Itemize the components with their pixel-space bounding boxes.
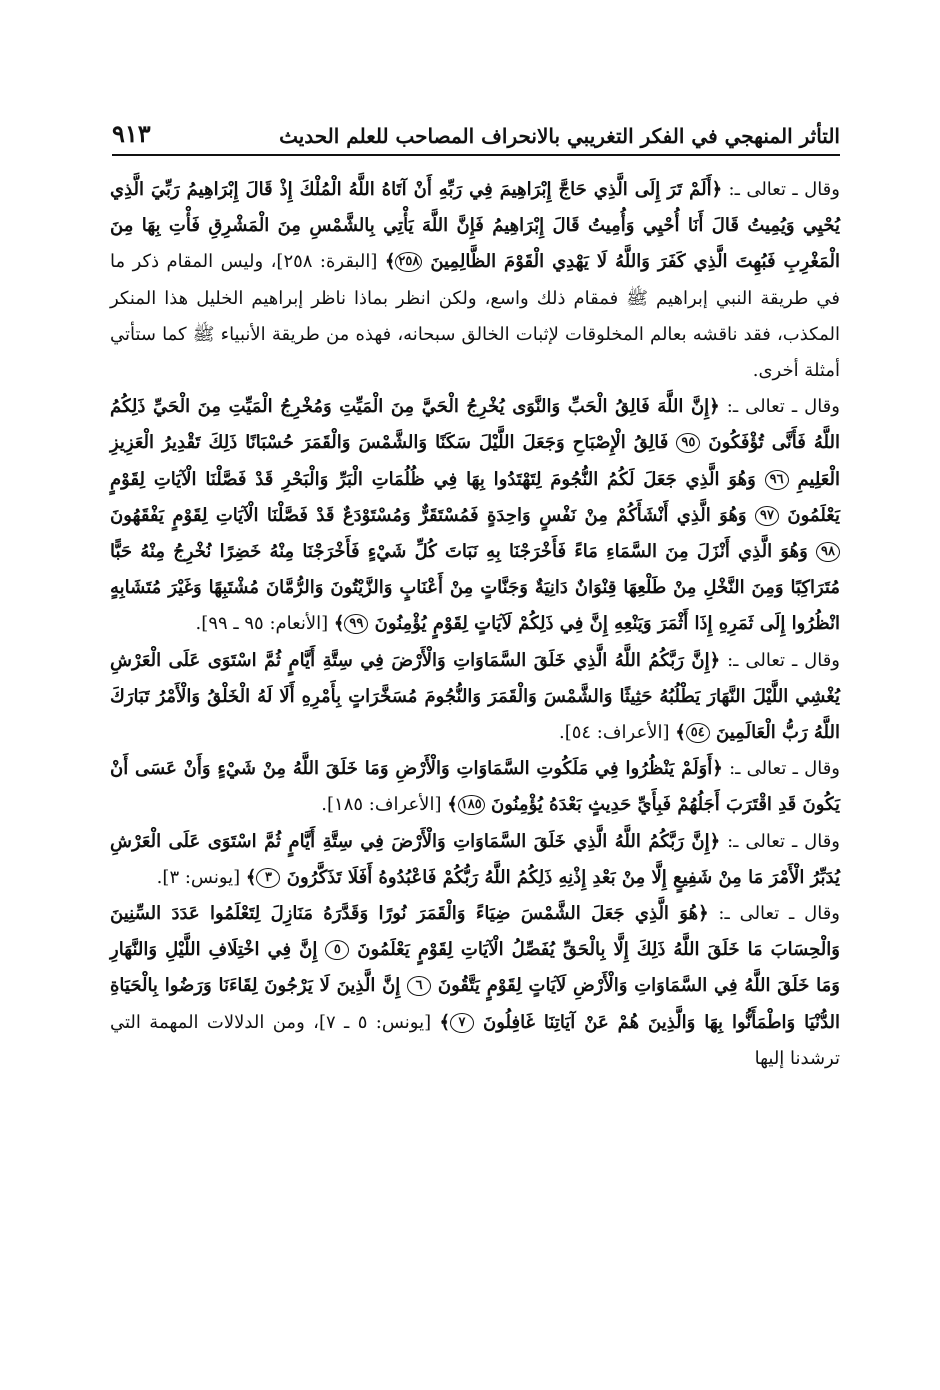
surah-reference: [الأعراف: ٥٤] xyxy=(564,722,676,744)
verse-text: ﴿إِنَّ رَبَّكُمُ اللَّهُ الَّذِي خَلَقَ السَّمَاوَاتِ وَالْأَرْضَ فِي سِتَّةِ أَيَّامٍ ثُمَّ اسْتَوَى عَلَى الْعَرْشِ يُغْشِي اللَّيْلَ النَّهَارَ يَطْلُبُهُ حَثِيثًا وَالشَّمْسَ وَالْقَمَرَ وَالنُّجُومَ مُسَخَّرَاتٍ بِأَمْرِهِ أَلَا لَهُ الْخَلْقُ وَالْأَمْرُ تَبَارَكَ اللَّهُ رَبُّ الْعَالَمِينَ xyxy=(110,649,840,744)
verse-number-marker: ٥٤ xyxy=(686,723,710,743)
commentary-text: . xyxy=(156,866,163,888)
intro-text: وقال ـ تعالى ـ: xyxy=(708,903,840,925)
quote-close: ﴾ xyxy=(384,251,396,273)
body-text xyxy=(110,172,840,1077)
verse-text: ﴿أَوَلَمْ يَنْظُرُوا فِي مَلَكُوتِ السَّمَاوَاتِ وَالْأَرْضِ وَمَا خَلَقَ اللَّهُ مِنْ شَيْءٍ وَأَنْ عَسَى أَنْ يَكُونَ قَدِ اقْتَرَبَ أَجَلُهُمْ فَبِأَيِّ حَدِيثٍ بَعْدَهُ يُؤْمِنُونَ xyxy=(110,758,840,816)
commentary-text: . xyxy=(195,613,202,635)
running-title: التأثر المنهجي في الفكر التغريبي بالانحراف المصاحب للعلم الحديث xyxy=(279,124,840,148)
verse-number-marker: ٥ xyxy=(325,940,349,960)
page-number: ٩١٣ xyxy=(112,119,151,148)
paragraph xyxy=(110,389,840,642)
quote-close: ﴾ xyxy=(447,794,458,816)
paragraph xyxy=(110,751,840,823)
quote-close: ﴾ xyxy=(245,866,257,888)
verse-text: ﴿إِنَّ اللَّهَ فَالِقُ الْحَبِّ وَالنَّوَى يُخْرِجُ الْحَيَّ مِنَ الْمَيِّتِ وَمُخْرِجُ الْمَيِّتِ مِنَ الْحَيِّ ذَلِكُمُ اللَّهُ فَأَنَّى تُؤْفَكُونَ xyxy=(110,396,840,454)
verse-text: ﴿إِنَّ رَبَّكُمُ اللَّهُ الَّذِي خَلَقَ السَّمَاوَاتِ وَالْأَرْضَ فِي سِتَّةِ أَيَّامٍ ثُمَّ اسْتَوَى عَلَى الْعَرْشِ يُدَبِّرُ الْأَمْرَ مَا مِنْ شَفِيعٍ إِلَّا مِنْ بَعْدِ إِذْنِهِ ذَلِكُمُ اللَّهُ رَبُّكُمْ فَاعْبُدُوهُ أَفَلَا تَذَكَّرُونَ xyxy=(110,830,840,888)
surah-reference: [الأنعام: ٩٥ ـ ٩٩] xyxy=(201,613,334,635)
intro-text: وقال ـ تعالى ـ: xyxy=(719,396,840,418)
verse-text: فَالِقُ الْإِصْبَاحِ وَجَعَلَ اللَّيْلَ سَكَنًا وَالشَّمْسَ وَالْقَمَرَ حُسْبَانًا ذَلِكَ تَقْدِيرُ الْعَزِيزِ الْعَلِيمِ xyxy=(110,432,840,490)
verse-number-marker: ٩٦ xyxy=(765,470,789,490)
verse-number-marker: ٩٩ xyxy=(344,614,368,634)
surah-reference: [يونس: ٥ ـ ٧] xyxy=(318,1011,440,1033)
paragraph xyxy=(110,172,840,389)
verse-number-marker: ٩٥ xyxy=(676,433,700,453)
surah-reference: [الأعراف: ١٨٥] xyxy=(327,794,448,816)
verse-text: وَهُوَ الَّذِي أَنْزَلَ مِنَ السَّمَاءِ مَاءً فَأَخْرَجْنَا بِهِ نَبَاتَ كُلِّ شَيْءٍ فَأَخْرَجْنَا مِنْهُ خَضِرًا نُخْرِجُ مِنْهُ حَبًّا مُتَرَاكِبًا وَمِنَ النَّخْلِ مِنْ طَلْعِهَا قِنْوَانٌ دَانِيَةٌ وَجَنَّاتٍ مِنْ أَعْنَابٍ وَالزَّيْتُونَ وَالرُّمَّانَ مُشْتَبِهًا وَغَيْرَ مُتَشَابِهٍ انْظُرُوا إِلَى ثَمَرِهِ إِذَا أَثْمَرَ وَيَنْعِهِ إِنَّ فِي ذَلِكُمْ لَآيَاتٍ لِقَوْمٍ يُؤْمِنُونَ xyxy=(110,541,840,635)
intro-text: وقال ـ تعالى ـ: xyxy=(722,179,840,200)
surah-reference: [يونس: ٣] xyxy=(162,866,246,888)
intro-text: وقال ـ تعالى ـ: xyxy=(720,649,840,671)
commentary-text: ، وليس المقام ذكر ما في طريقة النبي إبراهيم ﷺ فمقام ذلك واسع، ولكن انظر بماذا ناظر إبراهيم الخليل هذا المنكر المكذب، فقد ناقشه بعالم المخلوقات لإثبات الخالق سبحانه، فهذه من طريقة الأنبياء ﷺ كما ستأتي أمثلة أخرى. xyxy=(110,251,840,382)
commentary-text: . xyxy=(558,722,565,744)
quote-close: ﴾ xyxy=(675,722,686,744)
intro-text: وقال ـ تعالى ـ: xyxy=(720,830,840,852)
verse-text: وَهُوَ الَّذِي أَنْشَأَكُمْ مِنْ نَفْسٍ وَاحِدَةٍ فَمُسْتَقَرٌّ وَمُسْتَوْدَعٌ قَدْ فَصَّلْنَا الْآيَاتِ لِقَوْمٍ يَفْقَهُونَ xyxy=(110,504,747,526)
verse-number-marker: ٩٧ xyxy=(755,506,779,526)
quran-quote xyxy=(110,396,840,634)
verse-number-marker: ٣ xyxy=(256,868,280,888)
verse-text: إِنَّ فِي اخْتِلَافِ اللَّيْلِ وَالنَّهَارِ وَمَا خَلَقَ اللَّهُ فِي السَّمَاوَاتِ وَالْأَرْضِ لَآيَاتٍ لِقَوْمٍ يَتَّقُونَ xyxy=(110,939,840,997)
running-header xyxy=(112,112,840,148)
quote-close: ﴾ xyxy=(333,613,345,635)
commentary-text: ، ومن الدلالات المهمة التي ترشدنا إليها xyxy=(110,1011,840,1069)
verse-text: ﴿أَلَمْ تَرَ إِلَى الَّذِي حَاجَّ إِبْرَاهِيمَ فِي رَبِّهِ أَنْ آتَاهُ اللَّهُ الْمُلْكَ إِذْ قَالَ إِبْرَاهِيمُ رَبِّيَ الَّذِي يُحْيِي وَيُمِيتُ قَالَ أَنَا أُحْيِي وَأُمِيتُ قَالَ إِبْرَاهِيمُ فَإِنَّ اللَّهَ يَأْتِي بِالشَّمْسِ مِنَ الْمَشْرِقِ فَأْتِ بِهَا مِنَ الْمَغْرِبِ فَبُهِتَ الَّذِي كَفَرَ وَاللَّهُ لَا يَهْدِي الْقَوْمَ الظَّالِمِينَ xyxy=(110,179,840,273)
commentary-text: . xyxy=(321,794,328,816)
surah-reference: [البقرة: ٢٥٨] xyxy=(276,251,385,273)
verse-number-marker: ٧ xyxy=(450,1013,474,1033)
verse-number-marker: ٦ xyxy=(407,976,431,996)
verse-text: إِنَّ الَّذِينَ لَا يَرْجُونَ لِقَاءَنَا وَرَضُوا بِالْحَيَاةِ الدُّنْيَا وَاطْمَأَنُّوا بِهَا وَالَّذِينَ هُمْ عَنْ آيَاتِنَا غَافِلُونَ xyxy=(110,975,840,1033)
verse-text: ﴿هُوَ الَّذِي جَعَلَ الشَّمْسَ ضِيَاءً وَالْقَمَرَ نُورًا وَقَدَّرَهُ مَنَازِلَ لِتَعْلَمُوا عَدَدَ السِّنِينَ وَالْحِسَابَ مَا خَلَقَ اللَّهُ ذَلِكَ إِلَّا بِالْحَقِّ يُفَصِّلُ الْآيَاتِ لِقَوْمٍ يَعْلَمُونَ xyxy=(110,903,840,961)
verse-number-marker: ١٨٥ xyxy=(458,795,485,815)
paragraph xyxy=(110,824,840,896)
header-divider xyxy=(112,154,840,156)
paragraph xyxy=(110,643,840,752)
verse-number-marker: ٢٥٨ xyxy=(395,252,422,272)
verse-text: وَهُوَ الَّذِي جَعَلَ لَكُمُ النُّجُومَ لِتَهْتَدُوا بِهَا فِي ظُلُمَاتِ الْبَرِّ وَالْبَحْرِ قَدْ فَصَّلْنَا الْآيَاتِ لِقَوْمٍ يَعْلَمُونَ xyxy=(110,468,840,526)
verse-number-marker: ٩٨ xyxy=(816,542,840,562)
intro-text: وقال ـ تعالى ـ: xyxy=(722,758,840,780)
quote-close: ﴾ xyxy=(439,1011,451,1033)
paragraph xyxy=(110,896,840,1077)
